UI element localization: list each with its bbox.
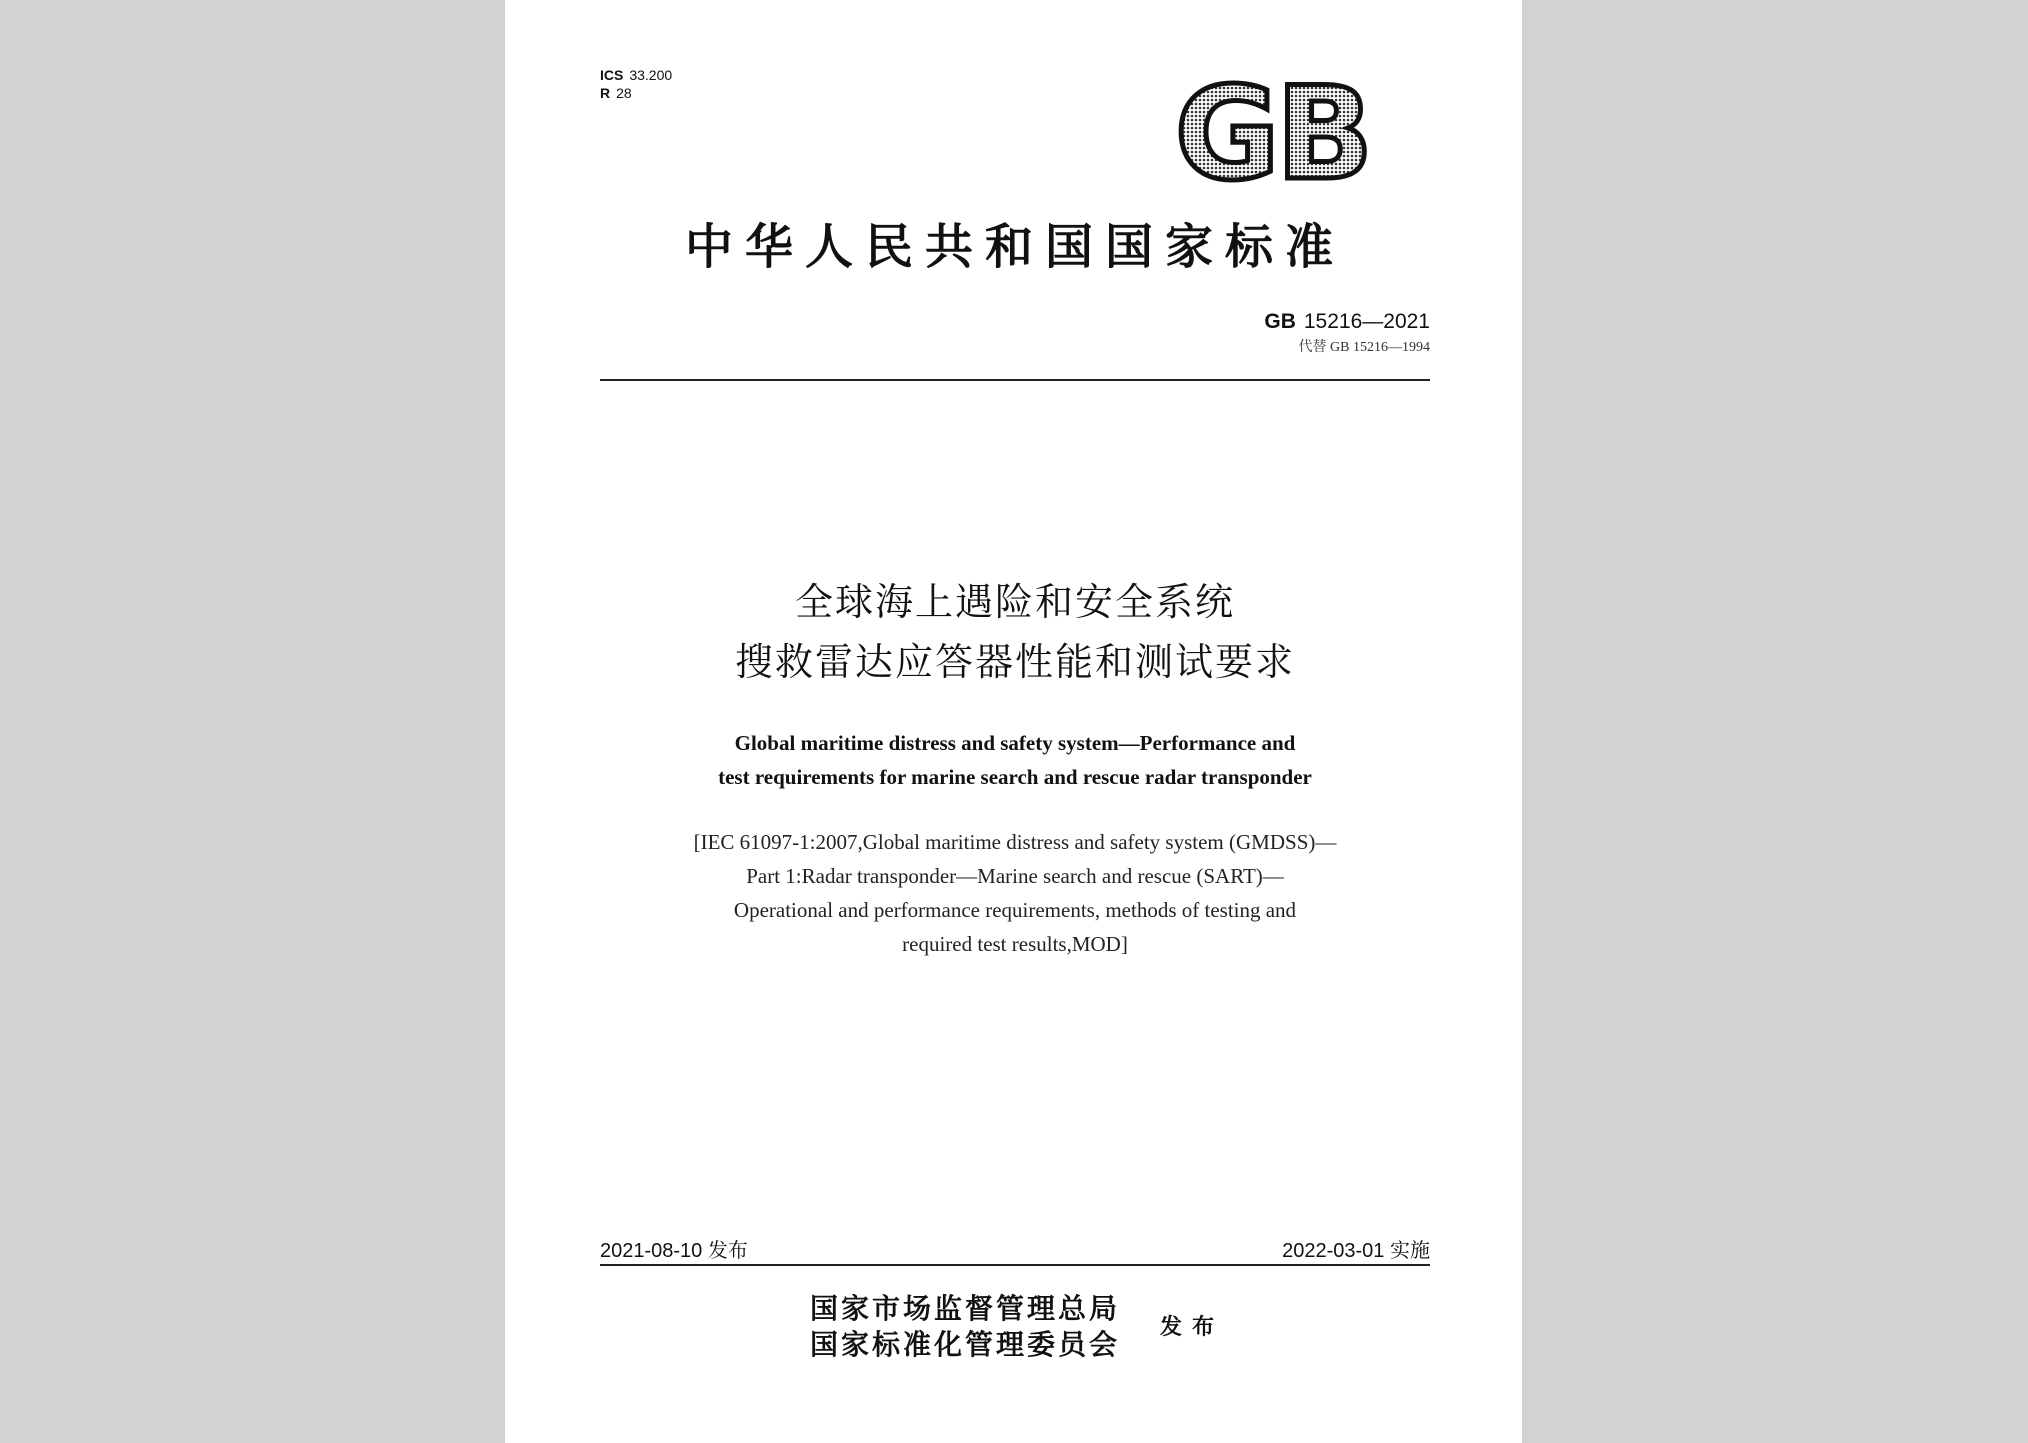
top-divider	[600, 379, 1430, 381]
english-title	[600, 726, 1430, 794]
ics-label: ICS	[600, 67, 624, 83]
adoption-line-4: required test results,MOD]	[902, 932, 1128, 956]
gb-logo	[1170, 78, 1375, 186]
date-row	[600, 1234, 1430, 1262]
replaces-standard: 代替 GB 15216—1994	[1298, 340, 1430, 355]
standard-number: 15216—2021	[1303, 310, 1430, 333]
chinese-title-line-1: 全球海上遇险和安全系统	[794, 580, 1235, 624]
bottom-divider	[600, 1264, 1430, 1266]
issuing-authorities	[810, 1291, 1120, 1363]
issuer-1: 国家市场监督管理总局	[810, 1292, 1121, 1325]
ccs-value: 28	[616, 85, 632, 101]
issue-date: 2021-08-10 发布	[600, 1240, 748, 1262]
standard-prefix: GB	[1264, 310, 1296, 333]
adoption-statement	[600, 825, 1430, 961]
english-title-line-2: test requirements for marine search and rescue radar transponder	[718, 765, 1312, 789]
adoption-line-2: Part 1:Radar transponder—Marine search and rescue (SART)—	[746, 864, 1284, 888]
issue-label: 发布	[1160, 1314, 1225, 1340]
effective-date: 2022-03-01 实施	[1282, 1240, 1430, 1262]
issuer-2: 国家标准化管理委员会	[810, 1328, 1121, 1361]
adoption-line-3: Operational and performance requirements, methods of testing and	[733, 898, 1297, 922]
chinese-title	[600, 572, 1430, 692]
classification-codes	[600, 66, 672, 102]
gb-logo-text: GB	[1174, 78, 1370, 186]
ics-value: 33.200	[629, 67, 673, 83]
english-title-line-1: Global maritime distress and safety system—Performance and	[734, 731, 1296, 755]
standard-number-block	[1264, 310, 1430, 356]
document-page	[505, 0, 1522, 1443]
national-standard-title: 中华人民共和国国家标准	[684, 219, 1345, 275]
adoption-line-1: [IEC 61097-1:2007,Global maritime distress and safety system (GMDSS)—	[693, 830, 1337, 854]
chinese-title-line-2: 搜救雷达应答器性能和测试要求	[734, 640, 1295, 684]
ccs-label: R	[600, 85, 611, 101]
